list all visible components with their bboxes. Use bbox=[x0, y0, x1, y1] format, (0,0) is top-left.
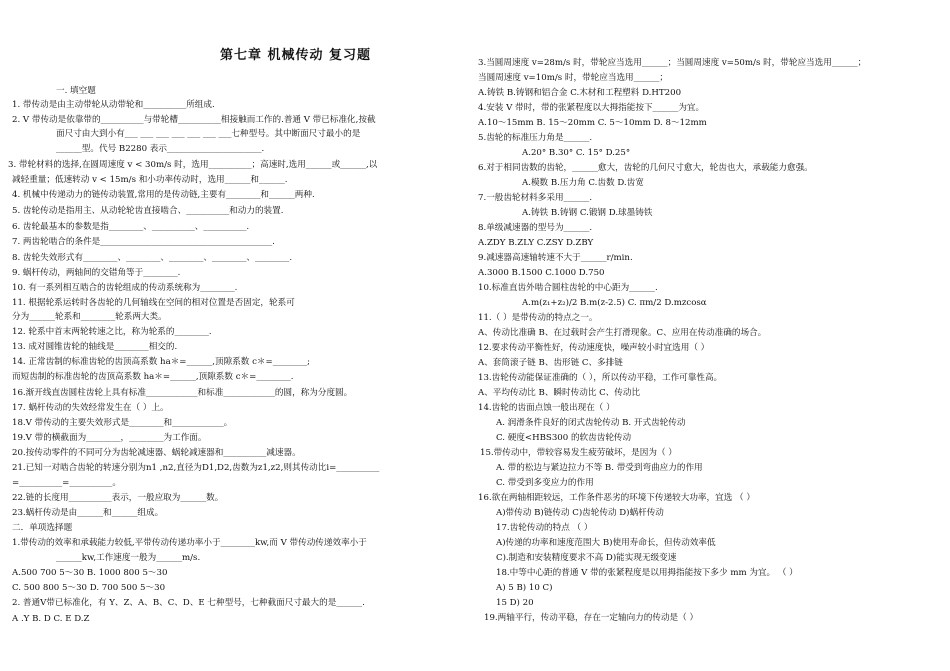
right-lines-22: A、平均传动比 B、瞬时传动比 C、传动比 bbox=[478, 388, 641, 398]
left-lines-14: 11. 根据轮系运转时各齿轮的几何轴线在空间的相对位置是否固定，轮系可 bbox=[12, 298, 295, 308]
left-lines-30: 1.带传动的效率和承载能力较低,平带传动传递功率小于________kw,而 V 带传动传递效率小于 bbox=[12, 538, 367, 548]
left-lines-2: 2. V 带传动是依靠带的__________与带轮槽__________相接触而工作的.普通 V 带已标准化,按截 bbox=[12, 115, 376, 125]
left-lines-0: 一. 填空题 bbox=[56, 86, 96, 96]
right-lines-28: C. 带受到多变应力的作用 bbox=[496, 478, 594, 488]
right-lines-29: 16.欲在两轴相距较远，工作条件恶劣的环境下传递较大功率，宜选 （ ） bbox=[478, 493, 755, 503]
right-lines-15: 10.标准直齿外啮合圆柱齿轮的中心距为______. bbox=[478, 283, 658, 293]
right-lines-3: 4.安装 V 带时，带的张紧程度以大拇指能按下______为宜。 bbox=[478, 103, 705, 113]
right-lines-25: C. 硬度<HBS300 的软齿齿轮传动 bbox=[496, 433, 632, 443]
right-lines-35: A) 5 B) 10 C) bbox=[496, 583, 553, 593]
left-lines-22: 18.V 带传动的主要失效形式是________和____________。 bbox=[12, 418, 233, 428]
right-lines-2: A.铸铁 B.铸钢和铝合金 C.木材和工程塑料 D.HT200 bbox=[478, 88, 682, 98]
right-lines-23: 14.齿轮的齿面点蚀一般出现在（ ） bbox=[478, 403, 615, 413]
right-lines-12: A.ZDY B.ZLY C.ZSY D.ZBY bbox=[478, 238, 594, 248]
right-lines-11: 8.单级减速器的型号为______. bbox=[478, 223, 593, 233]
left-lines-21: 17. 蜗杆传动的失效经常发生在（ ）上。 bbox=[12, 403, 169, 413]
left-lines-11: 8. 齿轮失效形式有________、________、________、________、________. bbox=[12, 253, 293, 263]
left-lines-31: ______kw,工作速度一般为______m/s. bbox=[56, 553, 201, 563]
left-lines-1: 1. 带传动是由主动带轮从动带轮和__________所组成. bbox=[12, 100, 215, 110]
right-lines-24: A. 润滑条件良好的闭式齿轮传动 B. 开式齿轮传动 bbox=[496, 418, 686, 428]
right-lines-20: A、套筒滚子链 B、齿形链 C、多排链 bbox=[478, 358, 623, 368]
right-lines-5: 5.齿轮的标准压力角是______. bbox=[478, 133, 593, 143]
right-lines-31: 17.齿轮传动的特点 （ ） bbox=[496, 523, 593, 533]
left-lines-28: 23.蜗杆传动是由______和______组成。 bbox=[12, 508, 164, 518]
right-lines-14: A.3000 B.1500 C.1000 D.750 bbox=[478, 268, 605, 278]
left-lines-34: 2. 普通V带已标准化，有 Y、Z、A、B、C、D、E 七种型号，七种截面尺寸最大的是______. bbox=[12, 598, 365, 608]
left-lines-26: =__________=__________。 bbox=[12, 478, 121, 488]
left-lines-33: C. 500 800 5～30 D. 700 500 5～30 bbox=[12, 583, 166, 593]
left-lines-19: 而短齿制的标准齿轮的齿顶高系数 ha＊=______,顶隙系数 c＊=________. bbox=[12, 372, 294, 382]
right-lines-33: C).制造和安装精度要求不高 D)能实现无级变速 bbox=[496, 553, 677, 563]
left-lines-16: 12. 轮系中首末两轮转速之比，称为轮系的________. bbox=[12, 327, 212, 337]
right-lines-37: 19.两轴平行，传动平稳，存在一定轴向力的传动是（ ） bbox=[484, 613, 699, 623]
right-lines-1: 当圆周速度 v=10m/s 时，带轮应当选用______； bbox=[478, 73, 669, 83]
left-lines-35: A .Y B. D C. E D.Z bbox=[12, 614, 90, 624]
right-lines-13: 9.减速器高速轴转速不大于______r/min. bbox=[478, 253, 633, 263]
right-lines-6: A.20° B.30° C. 15° D.25° bbox=[522, 148, 631, 158]
right-lines-36: 15 D) 20 bbox=[496, 598, 534, 608]
left-lines-24: 20.按传动零件的不同可分为齿轮减速器、蜗轮减速器和__________减速器。 bbox=[12, 448, 301, 458]
right-lines-17: 11.（ ）是带传动的特点之一。 bbox=[478, 313, 598, 323]
page-title: 第七章 机械传动 复习题 bbox=[220, 48, 372, 63]
left-lines-6: 减轻重量；低速转动 v < 15m/s 和小功率传动时，选用______和______. bbox=[12, 175, 288, 185]
left-lines-15: 分为______轮系和________轮系两大类。 bbox=[12, 312, 167, 322]
right-lines-26: 15.带传动中，带较容易发生疲劳破坏，是因为（ ） bbox=[480, 448, 677, 458]
left-lines-3: 面尺寸由大到小有___ ___ ___ ___ ___ ___ ___七种型号。其中断面尺寸最小的是 bbox=[56, 129, 361, 139]
left-lines-18: 14. 正常齿制的标准齿轮的齿顶高系数 ha＊=______,顶隙系数 c＊=________; bbox=[12, 357, 310, 367]
left-lines-23: 19.V 带的横截面为________，________为工作面。 bbox=[12, 433, 207, 443]
right-lines-34: 18.中等中心距的普通 V 带的张紧程度是以用拇指能按下多少 mm 为宜。 （ ） bbox=[496, 568, 798, 578]
left-lines-7: 4. 机械中传递动力的链传动装置,常用的是传动链,主要有________和______两种. bbox=[12, 190, 315, 200]
right-lines-32: A)传递的功率和速度范围大 B)使用寿命长，但传动效率低 bbox=[496, 538, 716, 548]
left-lines-17: 13. 成对圆锥齿轮的轴线是________相交的. bbox=[12, 342, 178, 352]
right-lines-8: A.模数 B.压力角 C.齿数 D.齿宽 bbox=[522, 178, 644, 188]
right-lines-21: 13.齿轮传动能保证准确的（ ），所以传动平稳，工作可靠性高。 bbox=[478, 373, 723, 383]
left-lines-27: 22.链的长度用__________表示，一般应取为______数。 bbox=[12, 493, 224, 503]
left-lines-5: 3. 带轮材料的选择,在圆周速度 v < 30m/s 时，选用__________；高速时,选用______或______,以 bbox=[8, 160, 378, 170]
right-lines-18: A、传动比准确 B、在过载时会产生打滑现象。C、应用在传动准确的场合。 bbox=[478, 328, 767, 338]
left-lines-9: 6. 齿轮最基本的参数是指________、__________、__________. bbox=[12, 222, 250, 232]
right-lines-4: A.10～15mm B. 15～20mm C. 5～10mm D. 8～12mm bbox=[478, 118, 707, 128]
right-lines-30: A)带传动 B)链传动 C)齿轮传动 D)蜗杆传动 bbox=[496, 508, 664, 518]
right-lines-27: A. 带的松边与紧边拉力不等 B. 带受到弯曲应力的作用 bbox=[496, 463, 703, 473]
right-lines-10: A.铸铁 B.铸钢 C.锻钢 D.球墨铸铁 bbox=[522, 208, 653, 218]
left-lines-20: 16.渐开线直齿圆柱齿轮上具有标准____________和标准____________的圆，称为分度圆。 bbox=[12, 388, 353, 398]
right-lines-9: 7.一般齿轮材料多采用______. bbox=[478, 193, 593, 203]
left-lines-8: 5. 齿轮传动是指用主、从动轮轮齿直接啮合、__________和动力的装置. bbox=[12, 206, 284, 216]
left-lines-12: 9. 蜗杆传动，两轴间的交错角等于________. bbox=[12, 268, 181, 278]
left-lines-32: A.500 700 5～30 B. 1000 800 5～30 bbox=[12, 568, 168, 578]
right-lines-0: 3.当圆周速度 v=28m/s 时，带轮应当选用______；当圆周速度 v=50m/s 时，带轮应当选用______； bbox=[478, 58, 867, 68]
left-lines-13: 10. 有一系列相互啮合的齿轮组成的传动系统称为________. bbox=[12, 283, 238, 293]
right-lines-16: A.m(z₁+z₂)/2 B.m(z-2.5) C. πm/2 D.mzcosα bbox=[522, 298, 707, 308]
left-lines-10: 7. 两齿轮啮合的条件是________________________________________. bbox=[12, 237, 275, 247]
right-lines-19: 12.要求传动平衡性好，传动速度快，噪声较小时宜选用（ ） bbox=[478, 343, 710, 353]
right-lines-7: 6.对于相同齿数的齿轮，______愈大，齿轮的几何尺寸愈大，轮齿也大，承载能力愈强。 bbox=[478, 163, 813, 173]
left-lines-29: 二．单项选择题 bbox=[12, 523, 73, 533]
left-lines-25: 21.已知一对啮合齿轮的转速分别为n1 ,n2,直径为D1,D2,齿数为z1,z2,则其传动比i=__________ bbox=[12, 463, 380, 473]
left-lines-4: ______型。代号 B2280 表示______________________. bbox=[56, 144, 265, 154]
